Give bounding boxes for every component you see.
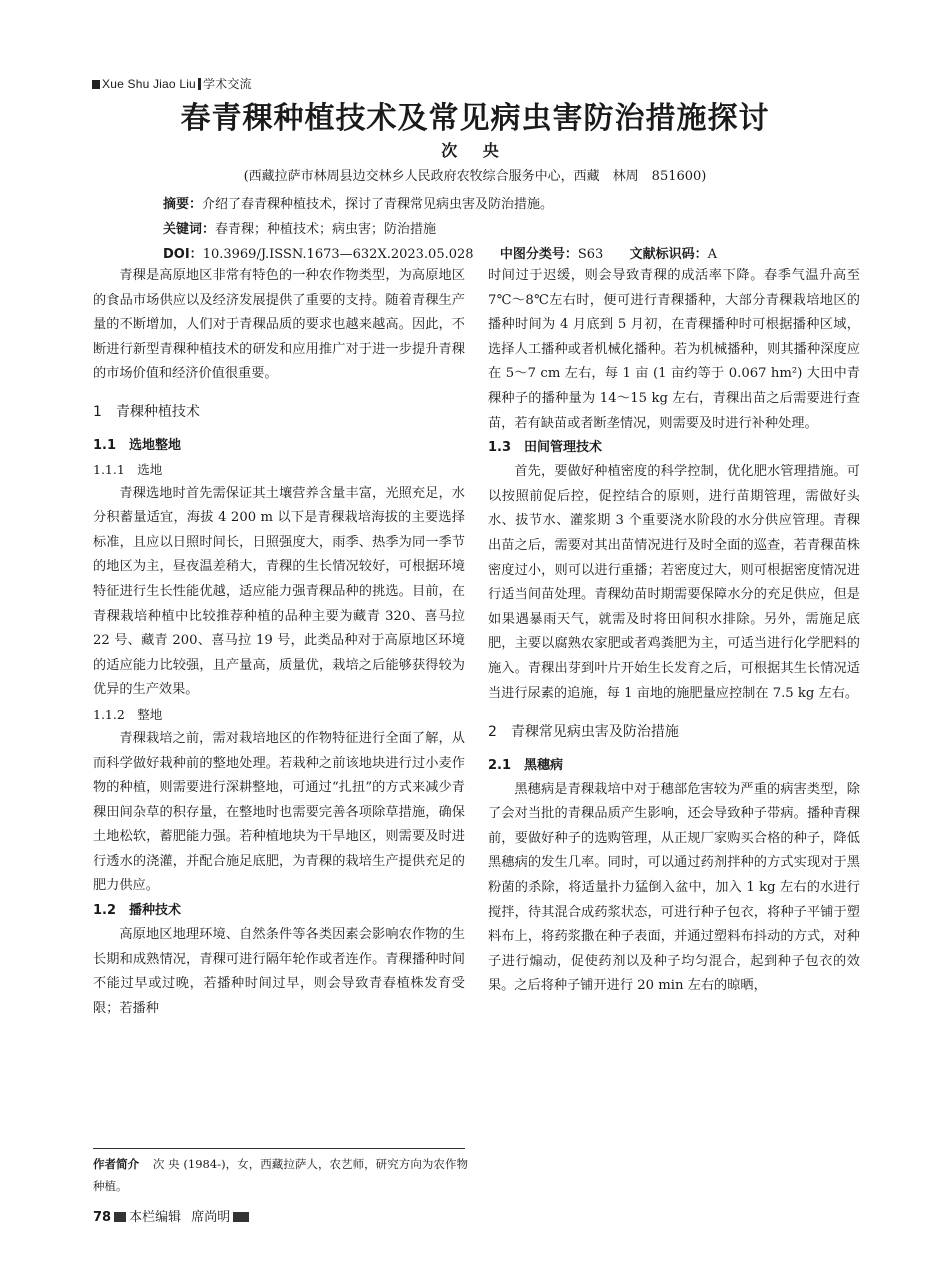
section-1-3-heading: 1.3 田间管理技术: [488, 440, 603, 456]
journal-name: Xue Shu Jiao Liu: [102, 77, 196, 91]
intro-paragraph: 青稞是高原地区非常有特色的一种农作物类型，为高原地区的食品市场供应以及经济发展提供了重要的支持。随着青稞生产量的不断增加，人们对于青稞品质的要求也越来越高。因此，不断进行新型青稞种植技术的研发和应用推广对于进一步提升青稞的市场价值和经济价值很重要。: [93, 268, 465, 382]
header-divider: [198, 78, 201, 90]
keywords-row: [163, 218, 436, 237]
footnote-rule: [93, 1148, 465, 1149]
doi-row: [163, 243, 717, 262]
sowing-paragraph-continued: 时间过于迟缓，则会导致青稞的成活率下降。春季气温升高至 7℃～8℃左右时，便可进行青稞播种，大部分青稞栽培地区的播种时间为 4 月底到 5 月初，在青稞播种时可根据播种区域，选择人工播种或者机械化播种。若为机械播种，则其播种深度应在 5～7 cm 左右，每 1 亩 (1 亩约等于 0.067 hm²) 大田中青稞种子的播种量为 14～15 kg 左右，青稞出苗之后需要进行查苗，若有缺苗或者断垄情况，则需要及时进行补种处理。: [488, 268, 860, 431]
doi-label: DOI：: [163, 247, 203, 262]
doc-code-value: A: [707, 247, 717, 262]
left-column: [93, 264, 465, 1021]
keywords-label: 关键词：: [163, 222, 216, 237]
sowing-paragraph: 高原地区地理环境、自然条件等各类因素会影响农作物的生长期和成熟情况，青稞可进行隔年轮作或者连作。青稞播种时间不能过早或过晚，若播种时间过早，则会导致青春植株发育受限；若播种: [93, 927, 465, 1016]
doc-code-label: 文献标识码：: [629, 247, 708, 262]
article-title: 春青稞种植技术及常见病虫害防治措施探讨: [180, 101, 770, 136]
abstract-row: [163, 193, 553, 212]
clc-value: S63: [577, 247, 604, 262]
section-1-1-heading: 1.1 选地整地: [93, 437, 182, 453]
right-column: [488, 264, 860, 999]
keywords-text: 春青稞；种植技术；病虫害；防治措施: [215, 222, 437, 237]
editor-label: 本栏编辑: [129, 1210, 182, 1225]
footer-end-mark: [233, 1212, 249, 1222]
author-name: 次 央: [441, 141, 509, 160]
field-management-paragraph: 首先，要做好种植密度的科学控制，优化肥水管理措施。可以按照前促后控，促控结合的原则，进行苗期管理，需做好头水、拔节水、灌浆期 3 个重要浇水阶段的水分供应管理。青稞出苗之后，需要对其出苗情况进行及时全面的巡查，若青稞苗株密度过小，则可以进行重播；若密度过大，则可根据密度情况进行适当间苗处理。青稞幼苗时期需要保障水分的充足供应，但是如果遇暴雨天气，就需及时将田间积水排除。另外，需施足底肥，主要以腐熟农家肥或者鸡粪肥为主，可适当进行化学肥料的施入。青稞出芽到叶片开始生长发育之后，可根据其生长情况适当进行尿素的追施，每 1 亩地的施肥量应控制在 7.5 kg 左右。: [488, 464, 860, 701]
smut-paragraph: 黑穗病是青稞栽培中对于穗部危害较为严重的病害类型，除了会对当批的青稞品质产生影响，还会导致种子带病。播种青稞前，要做好种子的选购管理，从正规厂家购买合格的种子，降低黑穗病的发生几率。同时，可以通过药剂拌种的方式实现对于黑粉菌的杀除，将适量扑力猛倒入盆中，加入 1 kg 左右的水进行搅拌，待其混合成药浆状态，可进行种子包衣，将种子平铺于塑料布上，将药浆撒在种子表面，并通过塑料布抖动的方式，对种子进行煽动，促使药剂以及种子均匀混合，起到种子包衣的效果。之后将种子铺开进行 20 min 左右的晾晒，: [488, 781, 860, 994]
page-number: 78: [93, 1210, 112, 1225]
editor-name: 席尚明: [191, 1210, 231, 1225]
author-footnote: [93, 1153, 468, 1197]
section-1-2-heading: 1.2 播种技术: [93, 903, 182, 919]
doi-value: 10.3969/J.ISSN.1673—632X.2023.05.028: [202, 247, 474, 262]
section-2-heading: 2 青稞常见病虫害及防治措施: [488, 724, 679, 741]
author-affiliation: (西藏拉萨市林周县边交林乡人民政府农牧综合服务中心，西藏 林周 851600): [243, 169, 707, 184]
clc-label: 中图分类号：: [499, 247, 578, 262]
site-selection-paragraph: 青稞选地时首先需保证其土壤营养含量丰富，光照充足，水分积蓄量适宜，海拔 4 200 m 以下是青稞栽培海拔的主要选择标准，且应以日照时间长，日照强度大，雨季、热季为同一季节的地区为主，昼夜温差稍大，青稞的生长情况较好，可根据环境特征进行生长性能优越，适应能力强青稞品种的挑选。目前，在青稞栽培种植中比较推荐种植的品种主要为藏青 320、喜马拉 22 号、藏青 200、喜马拉 19 号，此类品种对于高原地区环境的适应能力比较强，且产量高，质量优，栽培之后能够获得较为优异的生产效果。: [93, 485, 465, 698]
footnote-label: 作者简介: [93, 1157, 140, 1171]
section-1-heading: 1 青稞种植技术: [93, 403, 200, 420]
section-2-1-heading: 2.1 黑穗病: [488, 757, 564, 773]
footnote-text: 次 央 (1984-)，女，西藏拉萨人，农艺师，研究方向为农作物种植。: [93, 1157, 469, 1193]
section-1-1-2-heading: 1.1.2 整地: [93, 706, 163, 722]
abstract-text: 介绍了春青稞种植技术，探讨了青稞常见病虫害及防治措施。: [202, 197, 554, 212]
header-square-mark: [92, 80, 100, 89]
section-1-1-1-heading: 1.1.1 选地: [93, 461, 163, 477]
section-name: 学术交流: [202, 77, 252, 91]
land-preparation-paragraph: 青稞栽培之前，需对栽培地区的作物特征进行全面了解，从而科学做好栽种前的整地处理。若栽种之前该地块进行过小麦作物的种植，则需要进行深耕整地，可通过“扎扭”的方式来减少青稞田间杂草的积存量，在整地时也需要完善各项除草措施，确保土地松软，蓄肥能力强。若种植地块为干旱地区，则需要及时进行透水的浇灌，并配合施足底肥，为青稞的栽培生产提供充足的肥力供应。: [93, 730, 465, 894]
footer-block-mark: [114, 1212, 126, 1222]
abstract-label: 摘要：: [163, 197, 203, 212]
page-footer: [93, 1206, 249, 1225]
running-header: [92, 75, 252, 92]
